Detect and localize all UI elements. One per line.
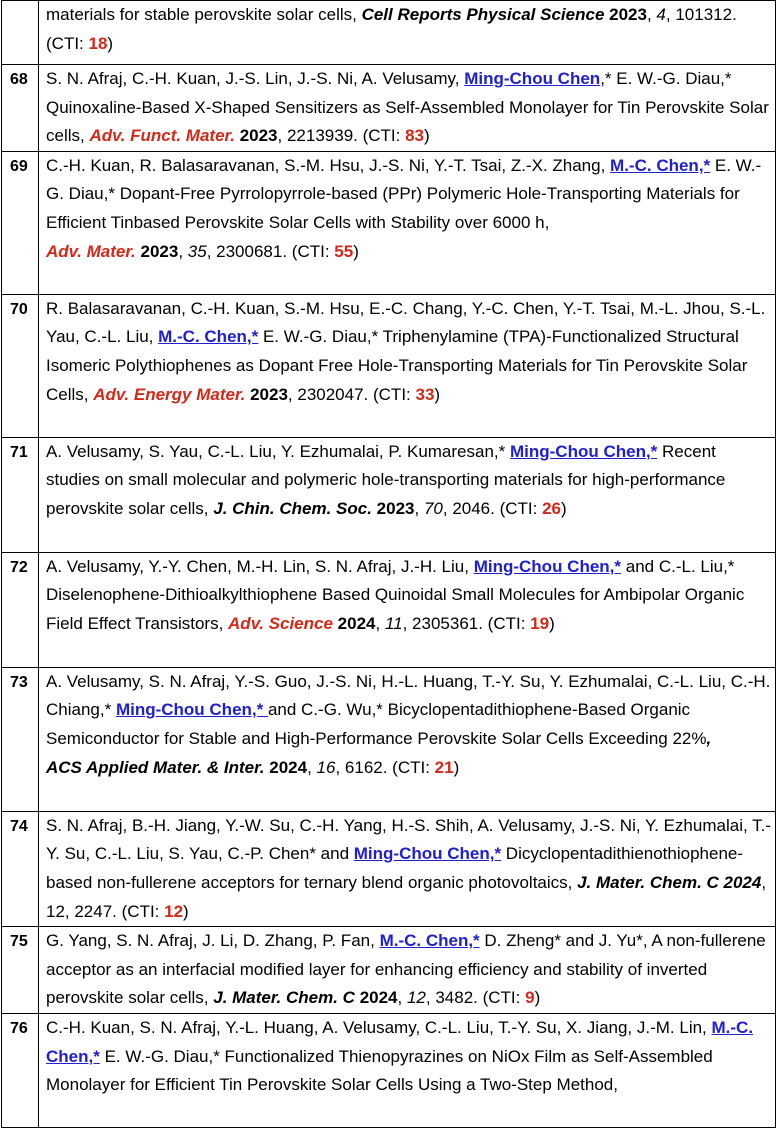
citation-text — [39, 294, 776, 437]
volume: 11 — [384, 613, 403, 633]
text: , 2213939. (CTI: — [277, 126, 406, 146]
text: , 101312. (CTI: — [46, 5, 737, 53]
text: G. Yang, S. N. Afraj, J. Li, D. Zhang, P. Fan, — [46, 931, 380, 951]
year: 2023 — [376, 498, 415, 518]
citation-text — [39, 437, 776, 552]
entry-number — [2, 1, 39, 65]
publication-table-body — [2, 1, 776, 1128]
journal-name: Adv. Science — [228, 613, 333, 633]
author-link[interactable]: Ming-Chou Chen,* — [115, 700, 268, 720]
text: C.-H. Kuan, S. N. Afraj, Y.-L. Huang, A. Velusamy, C.-L. Liu, T.-Y. Su, X. Jiang, J.-M. Lin, — [46, 1017, 712, 1037]
volume: 35 — [187, 241, 207, 261]
citation-text — [39, 667, 776, 811]
author-link[interactable]: M.-C. Chen,* — [379, 931, 480, 951]
publication-row — [2, 667, 776, 811]
author-link[interactable]: Ming-Chou Chen — [464, 69, 601, 88]
text: ) — [434, 384, 441, 404]
text: ) — [534, 988, 541, 1008]
journal-name: Adv. Energy Mater. — [93, 384, 246, 404]
year: 2023 — [250, 384, 288, 404]
year: 2024 — [337, 613, 376, 633]
text: , — [178, 241, 188, 261]
cti-value: 9 — [525, 988, 535, 1008]
author-link[interactable]: Ming-Chou Chen,* — [353, 844, 502, 864]
publication-row — [2, 294, 776, 437]
author-link[interactable]: M.-C. Chen,* — [158, 327, 259, 347]
text: ) — [453, 757, 460, 777]
text: ) — [424, 126, 430, 146]
entry-number: 76 — [2, 1013, 39, 1127]
year: 2023 — [239, 126, 278, 146]
cti-value: 21 — [434, 757, 454, 777]
publication-row — [2, 151, 776, 294]
text: and C.-G. Wu,* Bicyclopentadithiophene-Based Organic Semiconductor for Stable and High-Performance Perovskite Solar Cells Exceeding 22% — [46, 700, 707, 748]
text: C.-H. Kuan, R. Balasaravanan, S.-M. Hsu, J.-S. Ni, Y.-T. Tsai, Z.-X. Zhang, — [46, 155, 611, 175]
publication-row — [2, 811, 776, 926]
volume: 4 — [656, 5, 666, 24]
author-link[interactable]: Ming-Chou Chen,* — [473, 556, 622, 576]
text: E. W.-G. Diau,* Dopant-Free Pyrrolopyrrole-based (PPr) Polymeric Hole-Transporting Materials for Efficient Tinbased Perovskite Solar Cells with Stability over 6000 h, — [46, 155, 762, 232]
text: , — [414, 498, 424, 518]
cti-value: 55 — [334, 241, 354, 261]
journal-name: J. Mater. Chem. C 2024 — [577, 872, 762, 892]
journal-name: Cell Reports Physical Science — [361, 5, 605, 24]
text: R. Balasaravanan, C.-H. Kuan, S.-M. Hsu, E.-C. Chang, Y.-C. Chen, Y.-T. Tsai, M.-L. Jhou, S.-L. Yau, C.-L. Liu, — [46, 298, 766, 347]
publication-row — [2, 927, 776, 1014]
publication-row — [2, 552, 776, 667]
journal-name: Adv. Mater. — [46, 241, 136, 261]
text: , — [397, 988, 407, 1008]
cti-value: 83 — [405, 126, 425, 146]
citation-text — [39, 151, 776, 294]
entry-number: 75 — [2, 927, 39, 1014]
text: , 2302047. (CTI: — [287, 384, 416, 404]
cti-value: 33 — [415, 384, 435, 404]
text: ) — [561, 498, 567, 518]
text: , 2046. (CTI: — [442, 498, 543, 518]
text: S. N. Afraj, C.-H. Kuan, J.-S. Lin, J.-S. Ni, A. Velusamy, — [46, 69, 465, 88]
publication-row — [2, 1, 776, 65]
text: , 3482. (CTI: — [425, 988, 526, 1008]
text: E. W.-G. Diau,* Functionalized Thienopyrazines on NiOx Film as Self-Assembled Monolayer for Efficient Tin Perovskite Solar Cells Using a Two-Step Method, — [46, 1046, 713, 1095]
citation-text — [39, 1, 776, 65]
citation-text — [39, 927, 776, 1014]
text: ) — [107, 33, 114, 53]
entry-number: 68 — [2, 65, 39, 152]
journal-name: , — [706, 728, 712, 748]
text: A. Velusamy, S. Yau, C.-L. Liu, Y. Ezhumalai, P. Kumaresan,* — [46, 441, 510, 461]
author-link[interactable]: M.-C. Chen,* — [46, 1017, 754, 1066]
text: A. Velusamy, S. N. Afraj, Y.-S. Guo, J.-S. Ni, H.-L. Huang, T.-Y. Su, Y. Ezhumalai, C.-L. Liu, C.-H. Chiang,* — [46, 671, 771, 720]
publication-row — [2, 65, 776, 152]
text: Recent studies on small molecular and polymeric hole-transporting materials for high-performance perovskite solar cells, — [46, 441, 726, 518]
text: Dicyclopentadithienothiophene-based non-fullerene acceptors for ternary blend organic photovoltaics, — [46, 844, 744, 892]
author-link[interactable]: M.-C. Chen,* — [610, 155, 711, 175]
volume: 16 — [316, 757, 336, 777]
text: ) — [549, 613, 555, 633]
text: D. Zheng* and J. Yu*, A non-fullerene acceptor as an interfacial modified layer for enhancing efficiency and stability of inverted perovskite solar cells, — [46, 931, 766, 1008]
entry-number: 71 — [2, 437, 39, 552]
citation-text — [39, 1013, 776, 1127]
publication-row — [2, 437, 776, 552]
publication-table — [1, 0, 776, 1128]
entry-number: 70 — [2, 294, 39, 437]
entry-number: 73 — [2, 667, 39, 811]
publication-row — [2, 1013, 776, 1127]
year: 2023 — [140, 241, 179, 261]
year: 2024 — [359, 988, 398, 1008]
text: E. W.-G. Diau,* Triphenylamine (TPA)-Functionalized Structural Isomeric Polythiophenes as Dopant Free Hole-Transporting Materials for Tin Perovskite Solar Cells, — [46, 327, 748, 404]
cti-value: 18 — [88, 33, 108, 53]
text: , 6162. (CTI: — [335, 757, 435, 777]
citation-text — [39, 552, 776, 667]
citation-text — [39, 811, 776, 926]
citation-text — [39, 65, 776, 152]
journal-name: J. Chin. Chem. Soc. — [213, 498, 372, 518]
text: A. Velusamy, Y.-Y. Chen, M.-H. Lin, S. N. Afraj, J.-H. Liu, — [46, 556, 474, 576]
text: , 12, 2247. (CTI: — [46, 872, 767, 921]
volume: 70 — [423, 498, 443, 518]
text: , — [375, 613, 385, 633]
text: ) — [353, 241, 359, 261]
volume: 12 — [406, 988, 426, 1008]
year: 2023 — [609, 5, 647, 24]
text: and C.-L. Liu,* Diselenophene-Dithioalkylthiophene Based Quinoidal Small Molecules for Ambipolar Organic Field Effect Transistors, — [46, 556, 745, 633]
text: ) — [183, 901, 189, 921]
cti-value: 26 — [542, 498, 561, 518]
journal-name: Adv. Funct. Mater. — [89, 126, 235, 146]
journal-name: ACS Applied Mater. & Inter. — [46, 757, 265, 777]
author-link[interactable]: Ming-Chou Chen,* — [509, 441, 658, 461]
journal-name: J. Mater. Chem. C — [213, 988, 355, 1008]
cti-value: 19 — [530, 613, 550, 633]
text: materials for stable perovskite solar cells, — [46, 5, 362, 24]
year: 2024 — [269, 757, 308, 777]
text: , — [646, 5, 657, 24]
text: ,* E. W.-G. Diau,* Quinoxaline-Based X-Shaped Sensitizers as Self-Assembled Monolayer for Tin Perovskite Solar cells, — [46, 69, 769, 146]
cti-value: 12 — [164, 901, 184, 921]
entry-number: 74 — [2, 811, 39, 926]
text: , — [307, 757, 317, 777]
text: S. N. Afraj, B.-H. Jiang, Y.-W. Su, C.-H. Yang, H.-S. Shih, A. Velusamy, J.-S. Ni, Y. Ezhumalai, T.-Y. Su, C.-L. Liu, S. Yau, C.-P. Chen* and — [46, 815, 771, 864]
text: , 2300681. (CTI: — [206, 241, 335, 261]
entry-number: 69 — [2, 151, 39, 294]
text: , 2305361. (CTI: — [402, 613, 531, 633]
entry-number: 72 — [2, 552, 39, 667]
